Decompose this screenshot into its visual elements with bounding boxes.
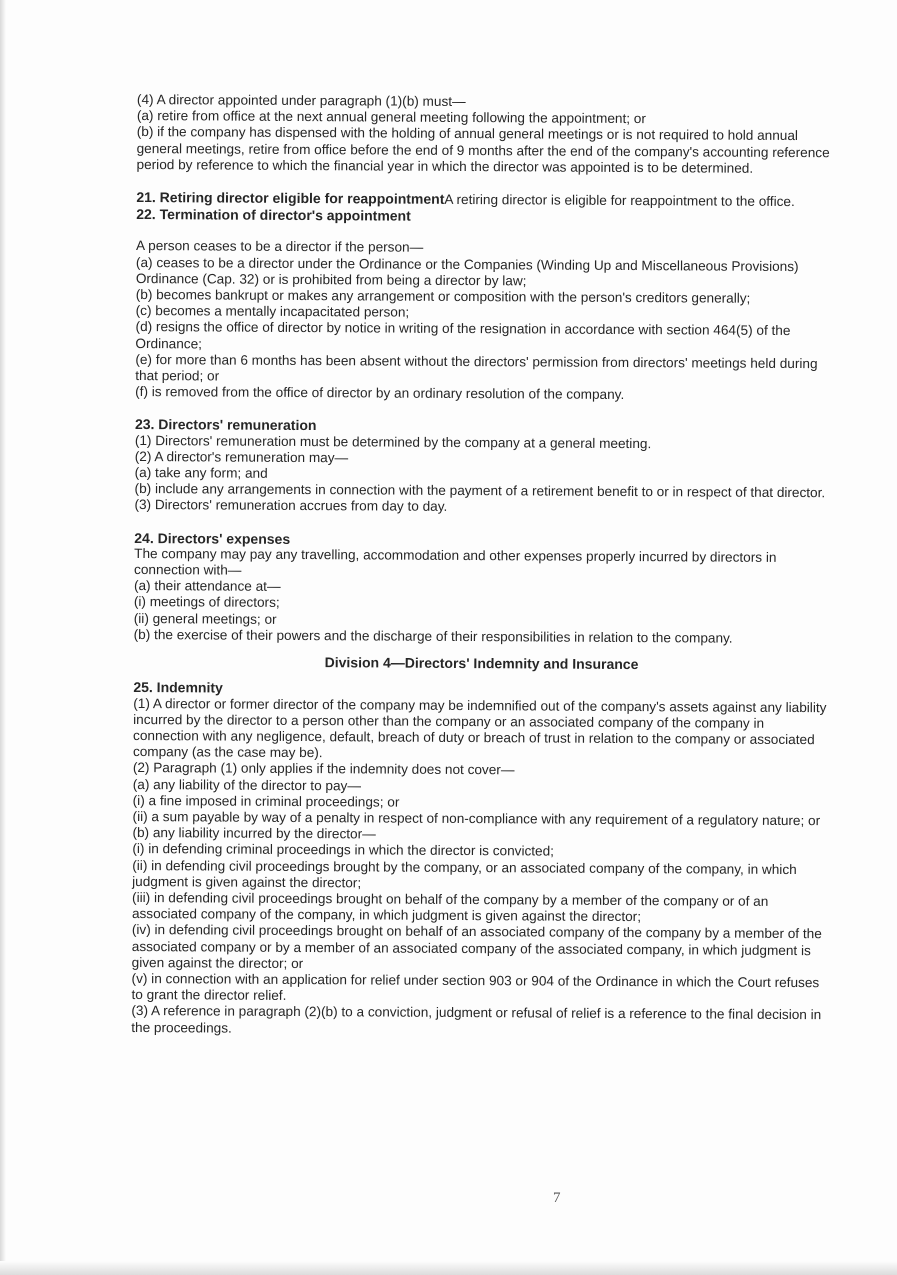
page-content: [131, 92, 833, 1040]
text-line: (2) A director's remuneration may—: [134, 448, 349, 466]
scan-shadow-left: [0, 0, 6, 1275]
text-line: (iii) in defending civil proceedings brought on behalf of the company by a member of the company or of an associated company of the company, in which judgment is given against the director;: [131, 889, 769, 925]
article-23-heading: 23. Directors' remuneration: [134, 416, 317, 434]
text-line: The company may pay any travelling, accommodation and other expenses properly incurred by directors in connection with—: [134, 545, 777, 578]
article-23: [134, 416, 831, 517]
article-22: [135, 206, 832, 404]
text-line: A person ceases to be a director if the person—: [136, 238, 424, 256]
page-number: 7: [553, 1190, 561, 1206]
text-line: (2) Paragraph (1) only applies if the indemnity does not cover—: [132, 760, 515, 778]
text-line: (i) a fine imposed in criminal proceedings; or: [132, 792, 400, 810]
text-line: (d) resigns the office of director by notice in writing of the resignation in accordance with section 464(5) of the Ordinance;: [135, 319, 791, 352]
text-line: (e) for more than 6 months has been absent without the directors' permission from directors' meetings held during that period; or: [135, 351, 818, 384]
text-line: (a) ceases to be a director under the Ordinance or the Companies (Winding Up and Miscellaneous Provisions) Ordinance (Cap. 32) or is prohibited from being a director by law;: [135, 254, 799, 289]
article-25: [131, 679, 829, 1040]
text-line: (3) Directors' remuneration accrues from day to day.: [134, 497, 448, 515]
text-line: (1) A director or former director of the company may be indemnified out of the company's assets against any liability incurred by the director to a person other than the company or an associated company of the company in connection with any negligence, default, breach of duty or breach of trust in relation to the company or associated company (as the case may be).: [132, 695, 827, 761]
text-line: (1) Directors' remuneration must be determined by the company at a general meeting.: [134, 432, 652, 451]
text-line: (i) in defending criminal proceedings in which the director is convicted;: [132, 841, 555, 859]
text-line: (3) A reference in paragraph (2)(b) to a conviction, judgment or refusal of relief is a reference to the final decision in the proceedings.: [131, 1003, 822, 1036]
article-22-heading: 22. Termination of director's appointment: [136, 206, 411, 224]
text-line: (iv) in defending civil proceedings brought on behalf of an associated company of the company by a member of the associated company or by a member of an associated company of the associated company, in which judgment is given against the director; or: [131, 922, 822, 971]
text-line: (c) becomes a mentally incapacitated person;: [135, 303, 410, 320]
text-line: (b) becomes bankrupt or makes any arrangement or composition with the person's creditors generally;: [135, 287, 751, 306]
text-line: (a) any liability of the director to pay—: [132, 776, 362, 793]
article-25-heading: 25. Indemnity: [133, 679, 223, 696]
article-24: [134, 530, 831, 648]
text-line: (4) A director appointed under paragraph (1)(b) must—: [136, 92, 466, 110]
paragraph-4: [137, 92, 833, 177]
text-line: (ii) in defending civil proceedings brought by the company, or an associated company of the company, in which judgment is given against the director;: [132, 857, 797, 891]
scan-shadow-bottom: [0, 1261, 897, 1275]
text-line: (ii) general meetings; or: [133, 610, 277, 627]
article-21-text: A retiring director is eligible for reappointment to the office.: [444, 191, 795, 210]
text-line: (i) meetings of directors;: [133, 594, 280, 611]
text-line: (b) any liability incurred by the director—: [132, 825, 376, 842]
text-line: (b) if the company has dispensed with the holding of annual general meetings or is not required to hold annual general meetings, retire from office before the end of 9 months after the end of the company's accounting reference period by reference to which the financial year in which the director was appointed is to be determined.: [136, 124, 830, 176]
text-line: (a) retire from office at the next annual general meeting following the appointment; or: [136, 108, 646, 127]
text-line: (ii) a sum payable by way of a penalty in respect of non-compliance with any requirement of a regulatory nature; or: [132, 808, 821, 829]
text-line: (a) take any form; and: [134, 465, 268, 481]
text-line: (f) is removed from the office of director by an ordinary resolution of the company.: [135, 384, 625, 403]
text-line: (v) in connection with an application for relief under section 903 or 904 of the Ordinance in which the Court refuses to grant the director relief.: [131, 970, 820, 1004]
article-21-heading: 21. Retiring director eligible for reappointment: [136, 189, 445, 207]
article-24-heading: 24. Directors' expenses: [134, 529, 291, 547]
division-heading: Division 4—Directors' Indemnity and Insurance: [324, 654, 639, 673]
text-line: (b) include any arrangements in connection with the payment of a retirement benefit to or in respect of that director.: [134, 481, 826, 501]
text-line: (a) their attendance at—: [133, 578, 281, 595]
text-line: (b) the exercise of their powers and the discharge of their responsibilities in relation to the company.: [133, 626, 733, 646]
